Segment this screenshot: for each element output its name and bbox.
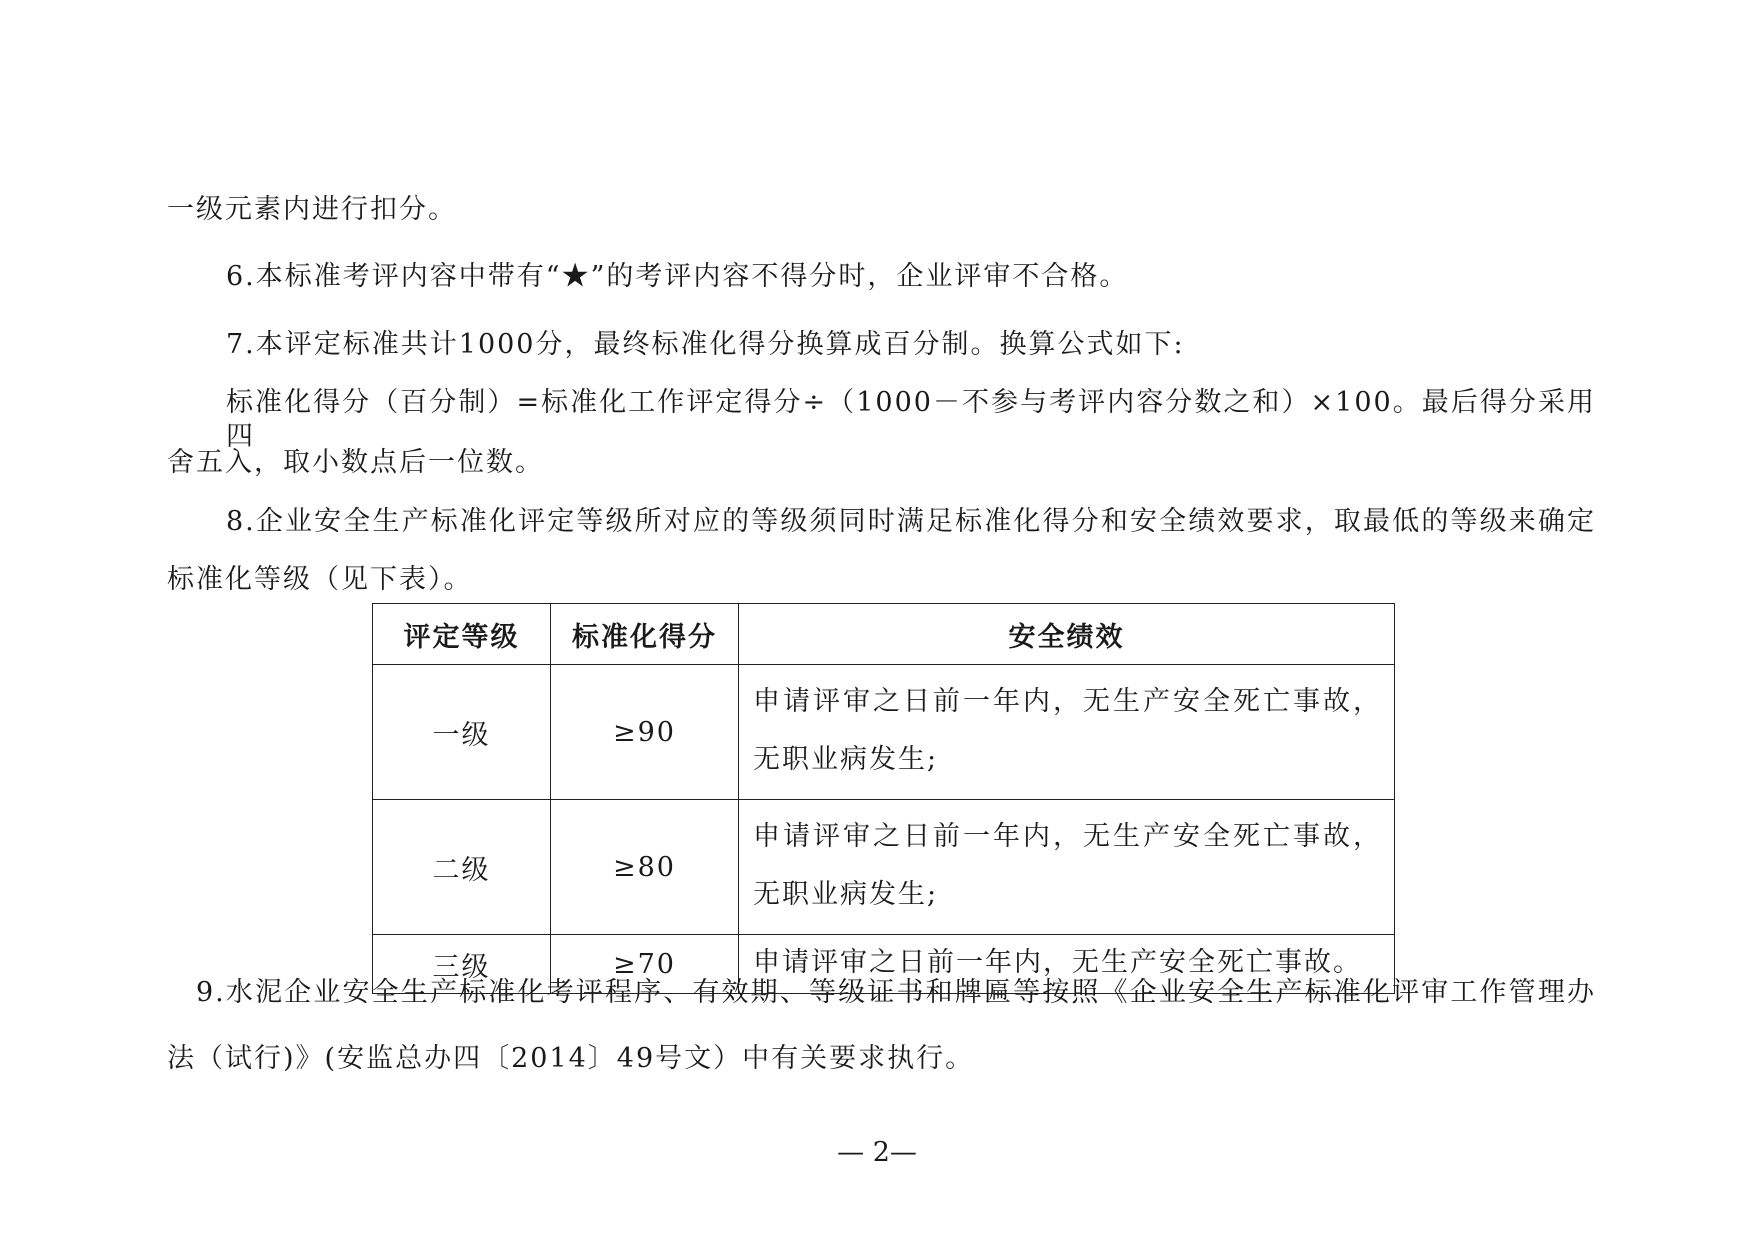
table-header-row [373,604,1395,665]
table-row [373,800,1395,935]
grade-table [372,603,1395,994]
paragraph-item-7: 7.本评定标准共计1000分，最终标准化得分换算成百分制。换算公式如下: [226,329,1185,360]
paragraph-item-9-line-1: 9.水泥企业安全生产标准化考评程序、有效期、等级证书和牌匾等按照《企业安全生产标准化评审工作管理办 [196,977,1596,1008]
cell-level: 一级 [373,665,551,800]
cell-score: ≥70 [551,935,739,994]
paragraph-continuation: 一级元素内进行扣分。 [167,194,457,225]
paragraph-item-6: 6.本标准考评内容中带有“★”的考评内容不得分时，企业评审不合格。 [226,261,1129,292]
cell-score: ≥90 [551,665,739,800]
cell-score: ≥80 [551,800,739,935]
cell-performance: 申请评审之日前一年内，无生产安全死亡事故。 [739,935,1395,994]
cell-level: 二级 [373,800,551,935]
cell-level: 三级 [373,935,551,994]
paragraph-item-8-line-2: 标准化等级（见下表）。 [167,564,473,595]
page-number: — 2— [837,1137,917,1168]
header-score: 标准化得分 [551,604,739,665]
cell-performance: 申请评审之日前一年内，无生产安全死亡事故，无职业病发生; [739,800,1395,935]
header-level: 评定等级 [373,604,551,665]
paragraph-item-9-line-2: 法（试行)》(安监总办四〔2014〕49号文）中有关要求执行。 [167,1043,975,1074]
formula-line-2: 舍五入，取小数点后一位数。 [167,447,544,478]
cell-performance: 申请评审之日前一年内，无生产安全死亡事故，无职业病发生; [739,665,1395,800]
formula-line-1: 标准化得分（百分制）=标准化工作评定得分÷（1000－不参与考评内容分数之和）×100。最后得分采用四 [226,387,1596,452]
paragraph-item-8-line-1: 8.企业安全生产标准化评定等级所对应的等级须同时满足标准化得分和安全绩效要求，取最低的等级来确定 [226,506,1596,537]
table-row [373,665,1395,800]
header-performance: 安全绩效 [739,604,1395,665]
